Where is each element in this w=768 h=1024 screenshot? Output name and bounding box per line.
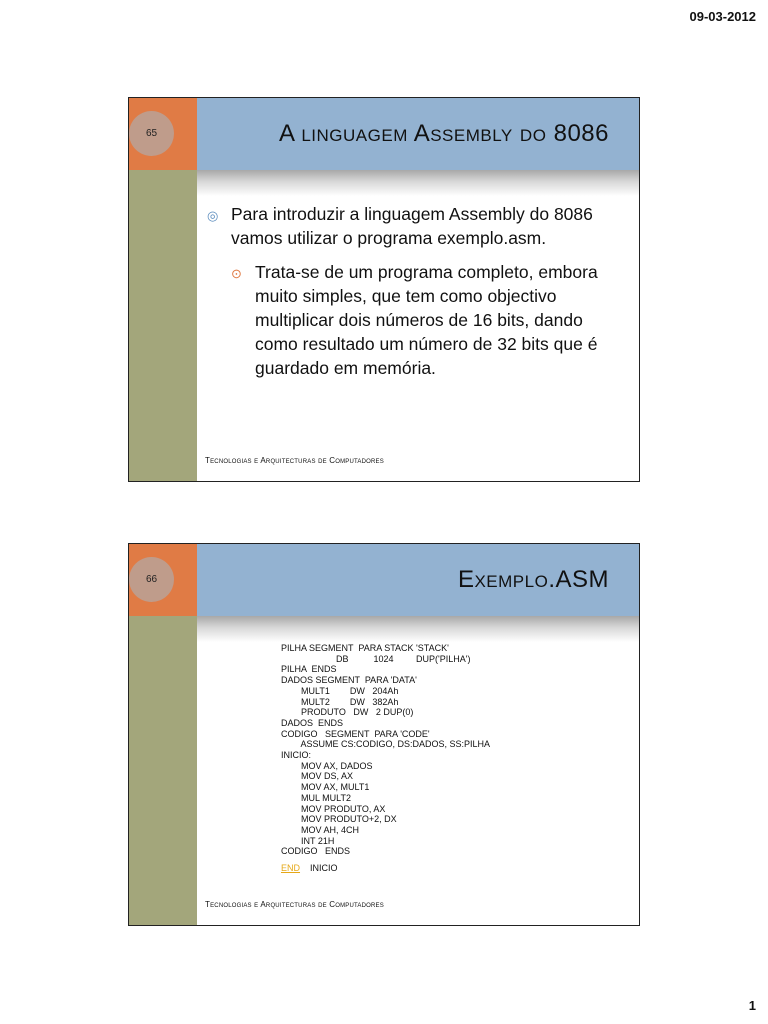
code-line: MOV AX, MULT1 — [281, 782, 370, 793]
slide-title: Exemplo.ASM — [457, 566, 609, 593]
code-line: DADOS SEGMENT PARA 'DATA' — [281, 675, 417, 686]
code-line: DB 1024 DUP('PILHA') — [281, 653, 471, 664]
slide-title-bar — [197, 98, 639, 170]
code-line: DADOS ENDS — [281, 717, 344, 728]
title-shadow — [197, 616, 639, 642]
code-line: MOV DS, AX — [281, 771, 354, 782]
slide-sidebar — [129, 98, 197, 481]
bullet-item — [207, 202, 619, 250]
page-number: 1 — [748, 998, 756, 1013]
bullet-ring-icon: ◎ — [207, 208, 219, 223]
slide-66 — [128, 543, 640, 926]
slide-sidebar — [129, 544, 197, 925]
code-line: MULT2 DW 382Ah — [281, 696, 399, 707]
sub-bullet-ring-icon: ⊙ — [231, 266, 242, 281]
end-label: INICIO — [300, 863, 338, 874]
slide-number-badge: 65 — [129, 111, 174, 156]
code-line: MOV AX, DADOS — [281, 760, 373, 771]
code-line: PILHA SEGMENT PARA STACK 'STACK' — [281, 643, 449, 653]
code-line: PRODUTO DW 2 DUP(0) — [281, 707, 414, 718]
code-line: MOV PRODUTO, AX — [281, 803, 386, 814]
slide-65 — [128, 97, 640, 482]
slide-number-badge: 66 — [129, 557, 174, 602]
code-line: INICIO: — [281, 750, 312, 761]
slide-body — [207, 202, 619, 380]
slide-title: A linguagem Assembly do 8086 — [279, 120, 609, 147]
code-line: CODIGO SEGMENT PARA 'CODE' — [281, 728, 430, 739]
code-line: MULT1 DW 204Ah — [281, 685, 399, 696]
code-line: ASSUME CS:CODIGO, DS:DADOS, SS:PILHA — [281, 739, 491, 750]
slide-footer: Tecnologias e Arquitecturas de Computadores — [205, 456, 384, 465]
code-end-line — [281, 863, 338, 874]
code-line: MOV PRODUTO+2, DX — [281, 814, 397, 825]
code-line: INT 21H — [281, 835, 335, 846]
slide-title-bar — [197, 544, 639, 616]
sub-bullet-text: Trata-se de um programa completo, embora muito simples, que tem como objectivo multiplicar dois números de 16 bits, dando como resultado um número de 32 bits que é guardado em memória. — [255, 262, 598, 378]
code-line: MUL MULT2 — [281, 792, 352, 803]
sub-bullet-item — [207, 260, 619, 380]
code-listing — [281, 643, 490, 857]
end-keyword: END — [281, 863, 301, 874]
bullet-text: Para introduzir a linguagem Assembly do 8086 vamos utilizar o programa exemplo.asm. — [231, 204, 593, 248]
code-line: MOV AH, 4CH — [281, 824, 360, 835]
code-line: CODIGO ENDS — [281, 846, 351, 857]
code-line: PILHA ENDS — [281, 664, 337, 675]
document-date: 09-03-2012 — [689, 9, 756, 24]
title-shadow — [197, 170, 639, 196]
slide-footer: Tecnologias e Arquitecturas de Computadores — [205, 900, 384, 909]
